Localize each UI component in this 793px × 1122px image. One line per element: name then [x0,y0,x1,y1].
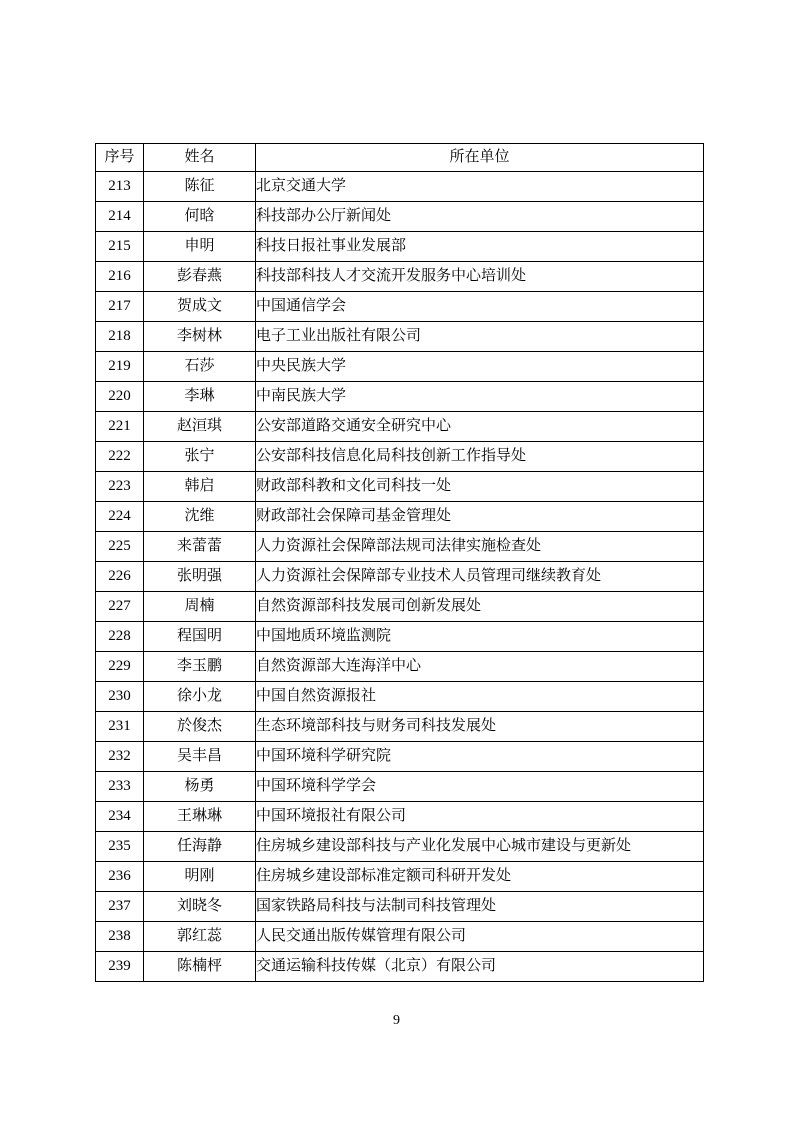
table-row [96,652,704,682]
cell-serial-number: 226 [96,562,144,592]
cell-name: 沈维 [144,502,256,532]
cell-name: 於俊杰 [144,712,256,742]
cell-serial-number: 235 [96,832,144,862]
cell-unit: 公安部道路交通安全研究中心 [256,412,704,442]
cell-unit: 人民交通出版传媒管理有限公司 [256,922,704,952]
column-header-unit: 所在单位 [256,144,704,172]
page-number: 9 [393,1013,400,1028]
cell-name: 韩启 [144,472,256,502]
cell-name: 刘晓冬 [144,892,256,922]
table-row [96,802,704,832]
table-row [96,292,704,322]
cell-serial-number: 234 [96,802,144,832]
roster-table [95,143,704,982]
table-row [96,592,704,622]
cell-serial-number: 221 [96,412,144,442]
cell-unit: 住房城乡建设部标准定额司科研开发处 [256,862,704,892]
cell-serial-number: 232 [96,742,144,772]
table-row [96,202,704,232]
cell-name: 彭春燕 [144,262,256,292]
table-row [96,442,704,472]
cell-serial-number: 218 [96,322,144,352]
table-row [96,862,704,892]
cell-name: 张明强 [144,562,256,592]
cell-name: 杨勇 [144,772,256,802]
cell-serial-number: 223 [96,472,144,502]
table-row [96,922,704,952]
cell-name: 申明 [144,232,256,262]
cell-unit: 交通运输科技传媒（北京）有限公司 [256,952,704,982]
cell-serial-number: 230 [96,682,144,712]
cell-unit: 自然资源部科技发展司创新发展处 [256,592,704,622]
cell-name: 赵洹琪 [144,412,256,442]
cell-unit: 中国通信学会 [256,292,704,322]
table-row [96,172,704,202]
cell-serial-number: 213 [96,172,144,202]
table-row [96,382,704,412]
cell-serial-number: 227 [96,592,144,622]
table-row [96,742,704,772]
cell-name: 周楠 [144,592,256,622]
cell-serial-number: 216 [96,262,144,292]
cell-name: 任海静 [144,832,256,862]
table-row [96,232,704,262]
table-row [96,832,704,862]
cell-name: 陈楠枰 [144,952,256,982]
table-row [96,262,704,292]
column-header-serial-number: 序号 [96,144,144,172]
cell-serial-number: 225 [96,532,144,562]
cell-name: 陈征 [144,172,256,202]
cell-name: 贺成文 [144,292,256,322]
cell-name: 来蕾蕾 [144,532,256,562]
cell-unit: 财政部科教和文化司科技一处 [256,472,704,502]
table-row [96,892,704,922]
cell-serial-number: 228 [96,622,144,652]
table-row [96,772,704,802]
cell-unit: 北京交通大学 [256,172,704,202]
cell-name: 张宁 [144,442,256,472]
cell-unit: 中央民族大学 [256,352,704,382]
cell-name: 何晗 [144,202,256,232]
table-row [96,952,704,982]
cell-unit: 人力资源社会保障部专业技术人员管理司继续教育处 [256,562,704,592]
cell-name: 吴丰昌 [144,742,256,772]
cell-name: 程国明 [144,622,256,652]
cell-unit: 科技部科技人才交流开发服务中心培训处 [256,262,704,292]
cell-name: 明刚 [144,862,256,892]
cell-unit: 国家铁路局科技与法制司科技管理处 [256,892,704,922]
cell-name: 王琳琳 [144,802,256,832]
cell-serial-number: 237 [96,892,144,922]
table-row [96,622,704,652]
cell-unit: 中国环境科学学会 [256,772,704,802]
table-row [96,412,704,442]
cell-serial-number: 231 [96,712,144,742]
cell-unit: 人力资源社会保障部法规司法律实施检查处 [256,532,704,562]
cell-serial-number: 217 [96,292,144,322]
cell-serial-number: 239 [96,952,144,982]
cell-serial-number: 214 [96,202,144,232]
cell-unit: 财政部社会保障司基金管理处 [256,502,704,532]
cell-name: 石莎 [144,352,256,382]
table-row [96,322,704,352]
table-row [96,712,704,742]
cell-serial-number: 236 [96,862,144,892]
cell-serial-number: 233 [96,772,144,802]
table-row [96,472,704,502]
cell-unit: 生态环境部科技与财务司科技发展处 [256,712,704,742]
cell-name: 李琳 [144,382,256,412]
cell-serial-number: 220 [96,382,144,412]
cell-unit: 中南民族大学 [256,382,704,412]
cell-unit: 科技部办公厅新闻处 [256,202,704,232]
cell-serial-number: 219 [96,352,144,382]
cell-unit: 中国地质环境监测院 [256,622,704,652]
cell-unit: 中国环境报社有限公司 [256,802,704,832]
cell-name: 徐小龙 [144,682,256,712]
table-row [96,352,704,382]
cell-name: 郭红蕊 [144,922,256,952]
cell-unit: 中国环境科学研究院 [256,742,704,772]
cell-serial-number: 229 [96,652,144,682]
cell-unit: 公安部科技信息化局科技创新工作指导处 [256,442,704,472]
cell-serial-number: 238 [96,922,144,952]
table-row [96,682,704,712]
cell-serial-number: 224 [96,502,144,532]
table-body [96,172,704,982]
cell-name: 李玉鹏 [144,652,256,682]
table-row [96,502,704,532]
table-row [96,562,704,592]
table-header-row [96,144,704,172]
cell-unit: 中国自然资源报社 [256,682,704,712]
cell-unit: 电子工业出版社有限公司 [256,322,704,352]
cell-serial-number: 222 [96,442,144,472]
cell-unit: 科技日报社事业发展部 [256,232,704,262]
cell-name: 李树林 [144,322,256,352]
column-header-name: 姓名 [144,144,256,172]
cell-unit: 住房城乡建设部科技与产业化发展中心城市建设与更新处 [256,832,704,862]
table-row [96,532,704,562]
cell-serial-number: 215 [96,232,144,262]
cell-unit: 自然资源部大连海洋中心 [256,652,704,682]
